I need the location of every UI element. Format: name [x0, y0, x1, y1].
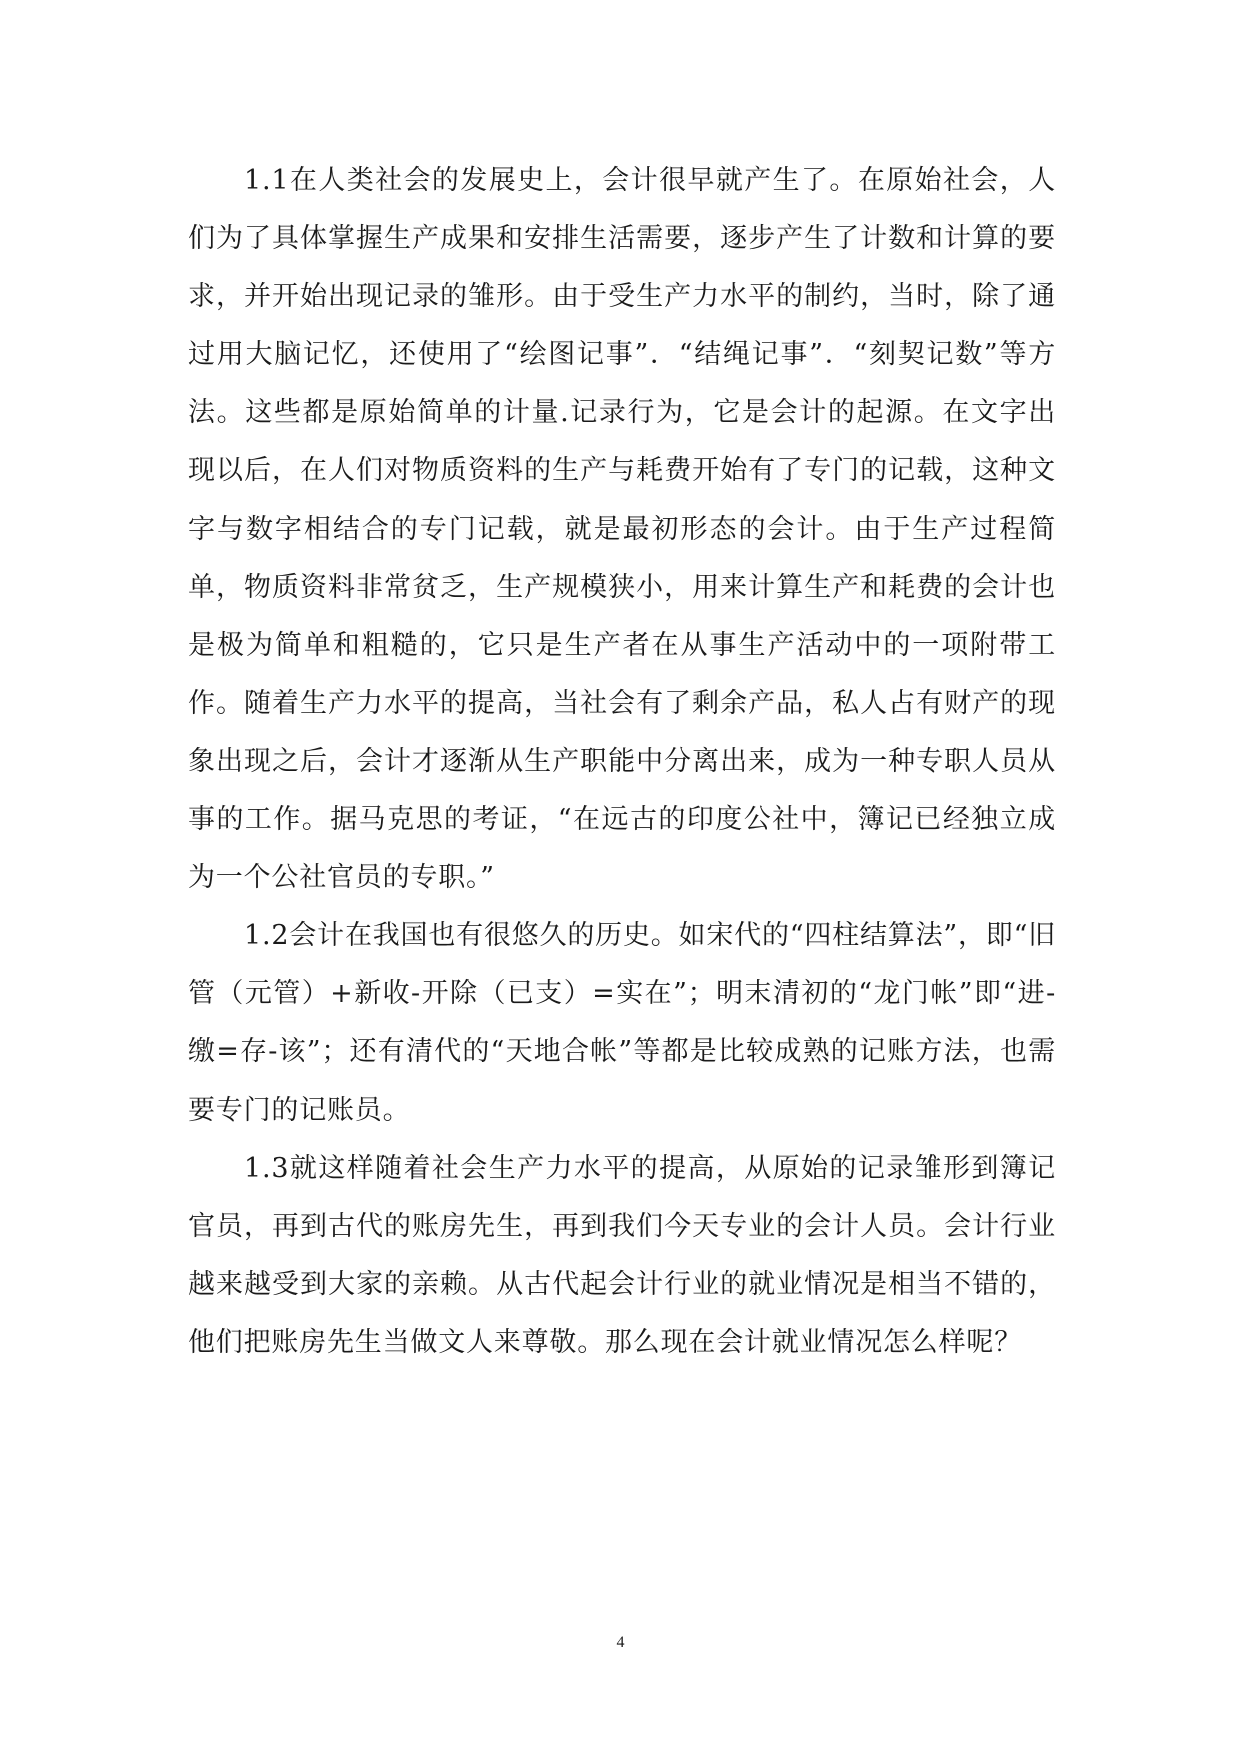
paragraph-1-2: 1.2会计在我国也有很悠久的历史。如宋代的“四柱结算法”，即“旧管（元管）+新收-开除（已支）=实在”；明末清初的“龙门帐”即“进-缴=存-该”；还有清代的“天地合帐”等都是比较成熟的记账方法，也需要专门的记账员。 [188, 920, 1056, 1126]
body-text [188, 152, 1056, 1372]
page-number: 4 [616, 1634, 625, 1651]
paragraph-1-1: 1.1在人类社会的发展史上，会计很早就产生了。在原始社会，人们为了具体掌握生产成果和安排生活需要，逐步产生了计数和计算的要求，并开始出现记录的雏形。由于受生产力水平的制约，当时，除了通过用大脑记忆，还使用了“绘图记事”．“结绳记事”．“刻契记数”等方法。这些都是原始简单的计量.记录行为，它是会计的起源。在文字出现以后，在人们对物质资料的生产与耗费开始有了专门的记载，这种文字与数字相结合的专门记载，就是最初形态的会计。由于生产过程简单，物质资料非常贫乏，生产规模狭小，用来计算生产和耗费的会计也是极为简单和粗糙的，它只是生产者在从事生产活动中的一项附带工作。随着生产力水平的提高，当社会有了剩余产品，私人占有财产的现象出现之后，会计才逐渐从生产职能中分离出来，成为一种专职人员从事的工作。据马克思的考证，“在远古的印度公社中，簿记已经独立成为一个公社官员的专职。” [188, 165, 1056, 894]
paragraph-1-3: 1.3就这样随着社会生产力水平的提高，从原始的记录雏形到簿记官员，再到古代的账房先生，再到我们今天专业的会计人员。会计行业越来越受到大家的亲赖。从古代起会计行业的就业情况是相当不错的，他们把账房先生当做文人来尊敬。那么现在会计就业情况怎么样呢？ [188, 1152, 1056, 1358]
